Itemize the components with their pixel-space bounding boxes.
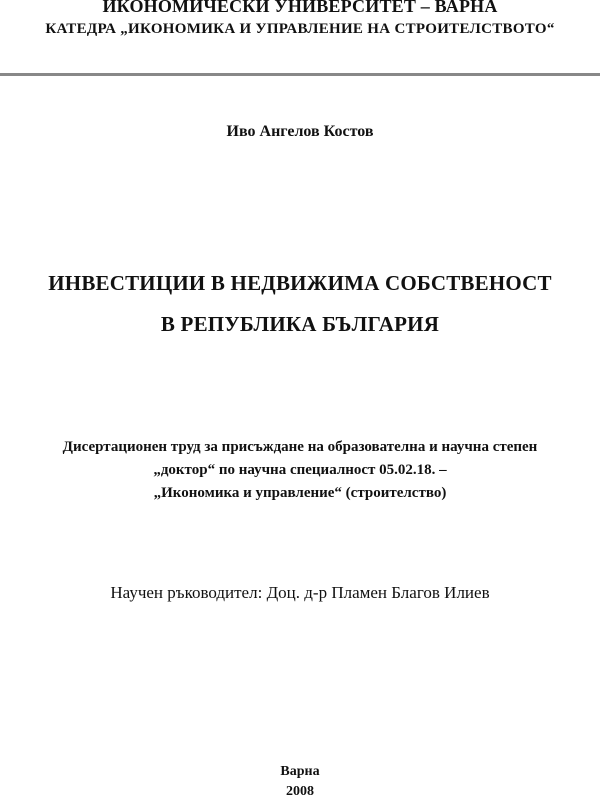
thesis-description-line-1: Дисертационен труд за присъждане на образователна и научна степен: [62, 439, 538, 455]
year: 2008: [286, 784, 314, 799]
department-name: КАТЕДРА „ИКОНОМИКА И УПРАВЛЕНИЕ НА СТРОИТЕЛСТВОТО“: [45, 21, 555, 37]
header-divider: [0, 73, 600, 76]
city: Варна: [280, 764, 320, 779]
thesis-description-line-3: „Икономика и управление“ (строителство): [153, 485, 447, 501]
thesis-description-line-2: „доктор“ по научна специалност 05.02.18. –: [153, 462, 447, 478]
thesis-title-line-2: В РЕПУБЛИКА БЪЛГАРИЯ: [160, 312, 440, 336]
university-name: ИКОНОМИЧЕСКИ УНИВЕРСИТЕТ – ВАРНА: [102, 0, 498, 16]
thesis-title-line-1: ИНВЕСТИЦИИ В НЕДВИЖИМА СОБСТВЕНОСТ: [48, 271, 552, 295]
scientific-supervisor: Научен ръководител: Доц. д-р Пламен Благов Илиев: [110, 583, 490, 602]
author-name: Иво Ангелов Костов: [226, 123, 374, 140]
